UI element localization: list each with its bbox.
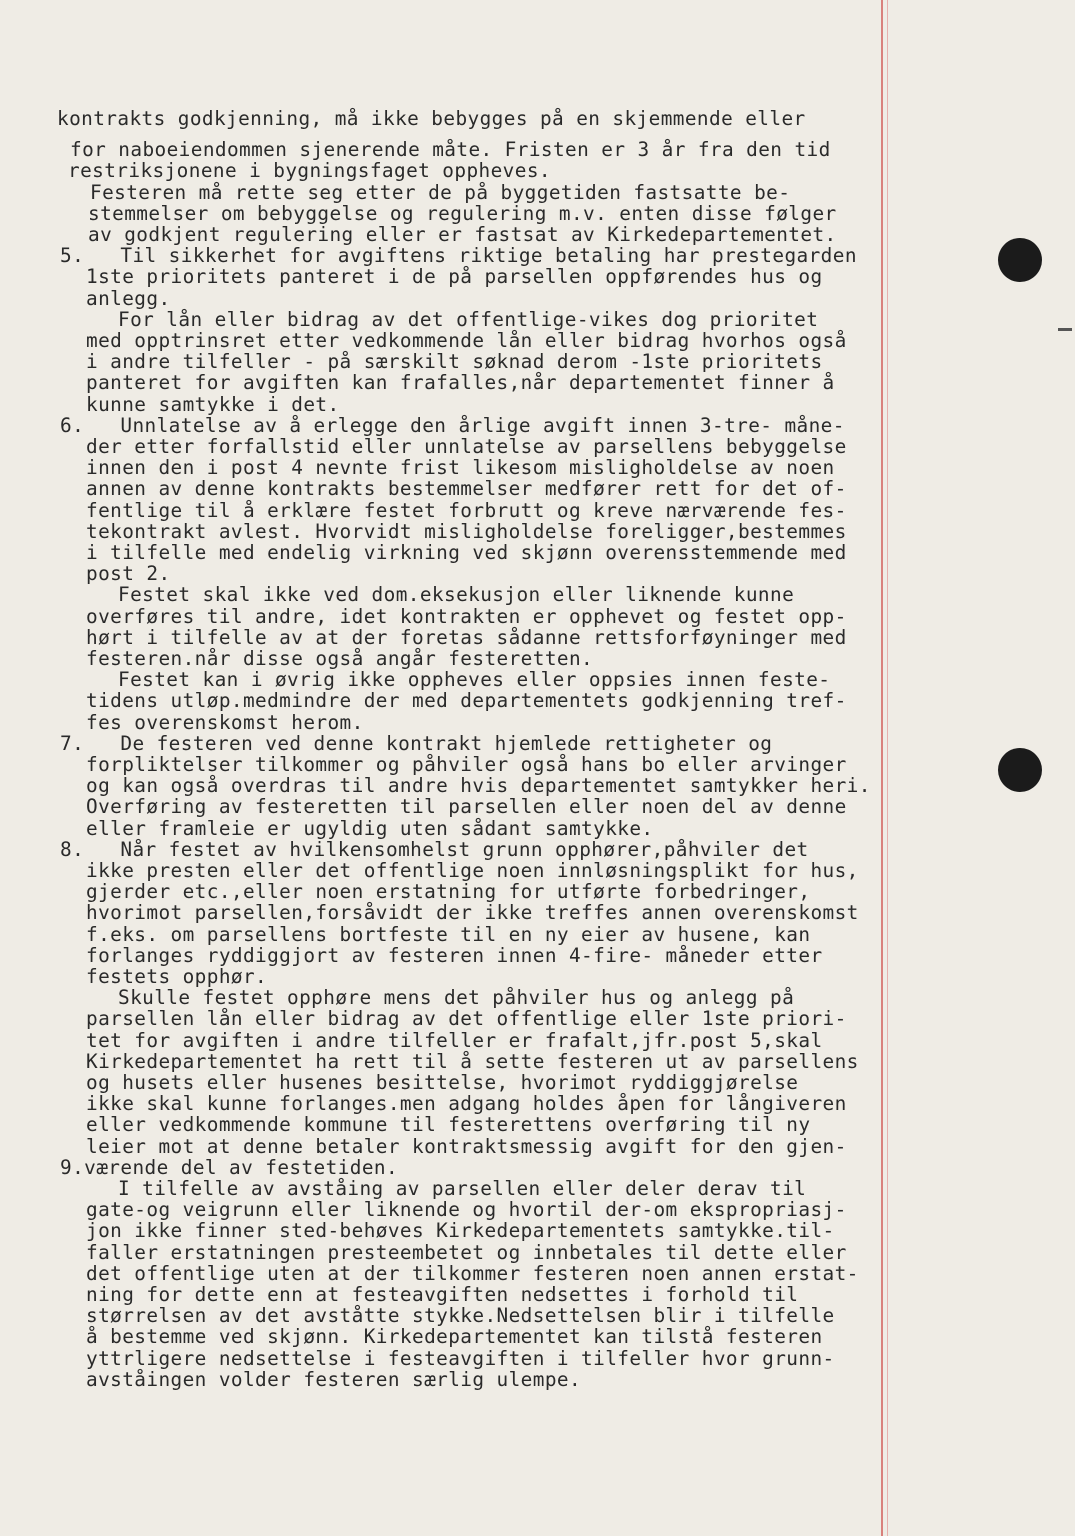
text-line: eller vedkommende kommune til festerettens overføring til ny <box>86 1113 811 1137</box>
text-line: der etter forfallstid eller unnlatelse av parsellens bebyggelse <box>86 435 847 458</box>
text-line: stemmelser om bebyggelse og regulering m.v. enten disse følger <box>88 201 837 225</box>
text-line: 7. De festeren ved denne kontrakt hjemlede rettigheter og <box>60 731 773 755</box>
text-line: gate-og veigrunn eller liknende og hvortil der-om ekspropriasj- <box>86 1198 847 1222</box>
text-line: leier mot at denne betaler kontraktsmessig avgift for den gjen- <box>86 1134 847 1158</box>
punch-hole-top <box>998 238 1042 282</box>
text-line: størrelsen av det avståtte stykke.Nedsettelsen blir i tilfelle <box>86 1304 835 1328</box>
text-line: avståingen volder festeren særlig ulempe. <box>86 1367 582 1391</box>
text-line: med opptrinsret etter vedkommende lån eller bidrag hvorhos også <box>86 329 847 352</box>
text-line: forlanges ryddiggjort av festeren innen 4-fire- måneder etter <box>86 943 823 967</box>
text-line: ning for dette enn at festeavgiften nedsettes i forhold til <box>86 1283 799 1306</box>
text-line: fentlige til å erklære festet forbrutt og kreve nærværende fes- <box>86 498 847 522</box>
punch-hole-bottom <box>998 748 1042 792</box>
text-line: og kan også overdras til andre hvis departementet samtykker heri. <box>86 774 871 798</box>
text-line: annen av denne kontrakts bestemmelser medfører rett for det of- <box>86 477 847 501</box>
text-line: 6. Unnlatelse av å erlegge den årlige avgift innen 3-tre- måne- <box>60 413 845 437</box>
text-line: eller framleie er ugyldig uten sådant samtykke. <box>86 816 654 840</box>
text-line: parsellen lån eller bidrag av det offentlige eller 1ste priori- <box>86 1007 847 1031</box>
text-line: og husets eller husenes besittelse, hvorimot ryddiggjørelse <box>86 1071 799 1094</box>
text-line: kontrakts godkjenning, må ikke bebygges på en skjemmende eller <box>57 107 806 130</box>
text-line: f.eks. om parsellens bortfeste til en ny eier av husene, kan <box>86 922 811 946</box>
text-line: av godkjent regulering eller er fastsat av Kirkedepartementet. <box>88 223 837 246</box>
text-line: hørt i tilfelle av at der foretas sådanne rettsforføyninger med <box>86 625 847 649</box>
text-line: 5. Til sikkerhet for avgiftens riktige betaling har prestegarden <box>60 244 857 268</box>
text-line: overføres til andre, idet kontrakten er opphevet og festet opp- <box>86 604 847 628</box>
text-line: Kirkedepartementet ha rett til å sette festeren ut av parsellens <box>86 1049 859 1073</box>
red-margin-line-secondary <box>887 0 888 1536</box>
text-line: i andre tilfeller - på særskilt søknad derom -1ste prioritets <box>86 350 823 374</box>
text-line: 9.værende del av festetiden. <box>60 1155 399 1179</box>
margin-mark <box>1058 328 1072 331</box>
text-line: Overføring av festeretten til parsellen eller noen del av denne <box>86 795 847 819</box>
text-line: yttrligere nedsettelse i festeavgiften i tilfeller hvor grunn- <box>86 1346 835 1370</box>
text-line: ikke presten eller det offentlige noen innløsningsplikt for hus, <box>86 859 859 882</box>
text-line: fes overenskomst herom. <box>86 710 364 734</box>
text-line: gjerder etc.,eller noen erstatning for utførte forbedringer, <box>86 880 811 904</box>
text-line: restriksjonene i bygningsfaget oppheves. <box>68 159 551 183</box>
red-margin-line <box>881 0 883 1536</box>
text-line: post 2. <box>86 562 171 586</box>
text-line: ikke skal kunne forlanges.men adgang holdes åpen for långiveren <box>86 1092 847 1116</box>
text-line: Festeren må rette seg etter de på byggetiden fastsatte be- <box>90 180 791 204</box>
text-line: for naboeiendommen sjenerende måte. Fristen er 3 år fra den tid <box>70 138 831 162</box>
text-line: faller erstatningen presteembetet og innbetales til dette eller <box>86 1240 847 1264</box>
text-line: hvorimot parsellen,forsåvidt der ikke treffes annen overenskomst <box>86 901 859 925</box>
text-line: i tilfelle med endelig virkning ved skjønn overensstemmende med <box>86 541 847 564</box>
text-line: Festet skal ikke ved dom.eksekusjon eller liknende kunne <box>118 583 795 607</box>
text-line: det offentlige uten at der tilkommer festeren noen annen erstat- <box>86 1261 859 1285</box>
text-line: tidens utløp.medmindre der med departementets godkjenning tref- <box>86 689 847 713</box>
text-line: innen den i post 4 nevnte frist likesom misligholdelse av noen <box>86 456 835 480</box>
text-line: festeren.når disse også angår festeretten. <box>86 647 594 670</box>
text-line: festets opphør. <box>86 965 268 988</box>
text-line: anlegg. <box>86 286 171 310</box>
text-line: forpliktelser tilkommer og påhviler også hans bo eller arvinger <box>86 753 847 776</box>
text-line: Skulle festet opphøre mens det påhviler hus og anlegg på <box>118 986 795 1010</box>
text-line: Festet kan i øvrig ikke oppheves eller oppsies innen feste- <box>118 668 831 692</box>
text-line: tet for avgiften i andre tilfeller er frafalt,jfr.post 5,skal <box>86 1028 823 1052</box>
text-line: 8. Når festet av hvilkensomhelst grunn opphører,påhviler det <box>60 837 809 861</box>
text-line: kunne samtykke i det. <box>86 392 340 416</box>
text-line: For lån eller bidrag av det offentlige-vikes dog prioritet <box>118 307 819 331</box>
text-line: tekontrakt avlest. Hvorvidt misligholdelse foreligger,bestemmes <box>86 519 847 543</box>
text-line: å bestemme ved skjønn. Kirkedepartementet kan tilstå festeren <box>86 1325 823 1349</box>
text-line: panteret for avgiften kan frafalles,når departementet finner å <box>86 371 835 395</box>
text-line: jon ikke finner sted-behøves Kirkedepartementets samtykke.til- <box>86 1219 835 1243</box>
text-line: I tilfelle av avståing av parsellen eller deler derav til <box>118 1177 807 1200</box>
text-line: 1ste prioritets panteret i de på parsellen oppførendes hus og <box>86 265 823 289</box>
